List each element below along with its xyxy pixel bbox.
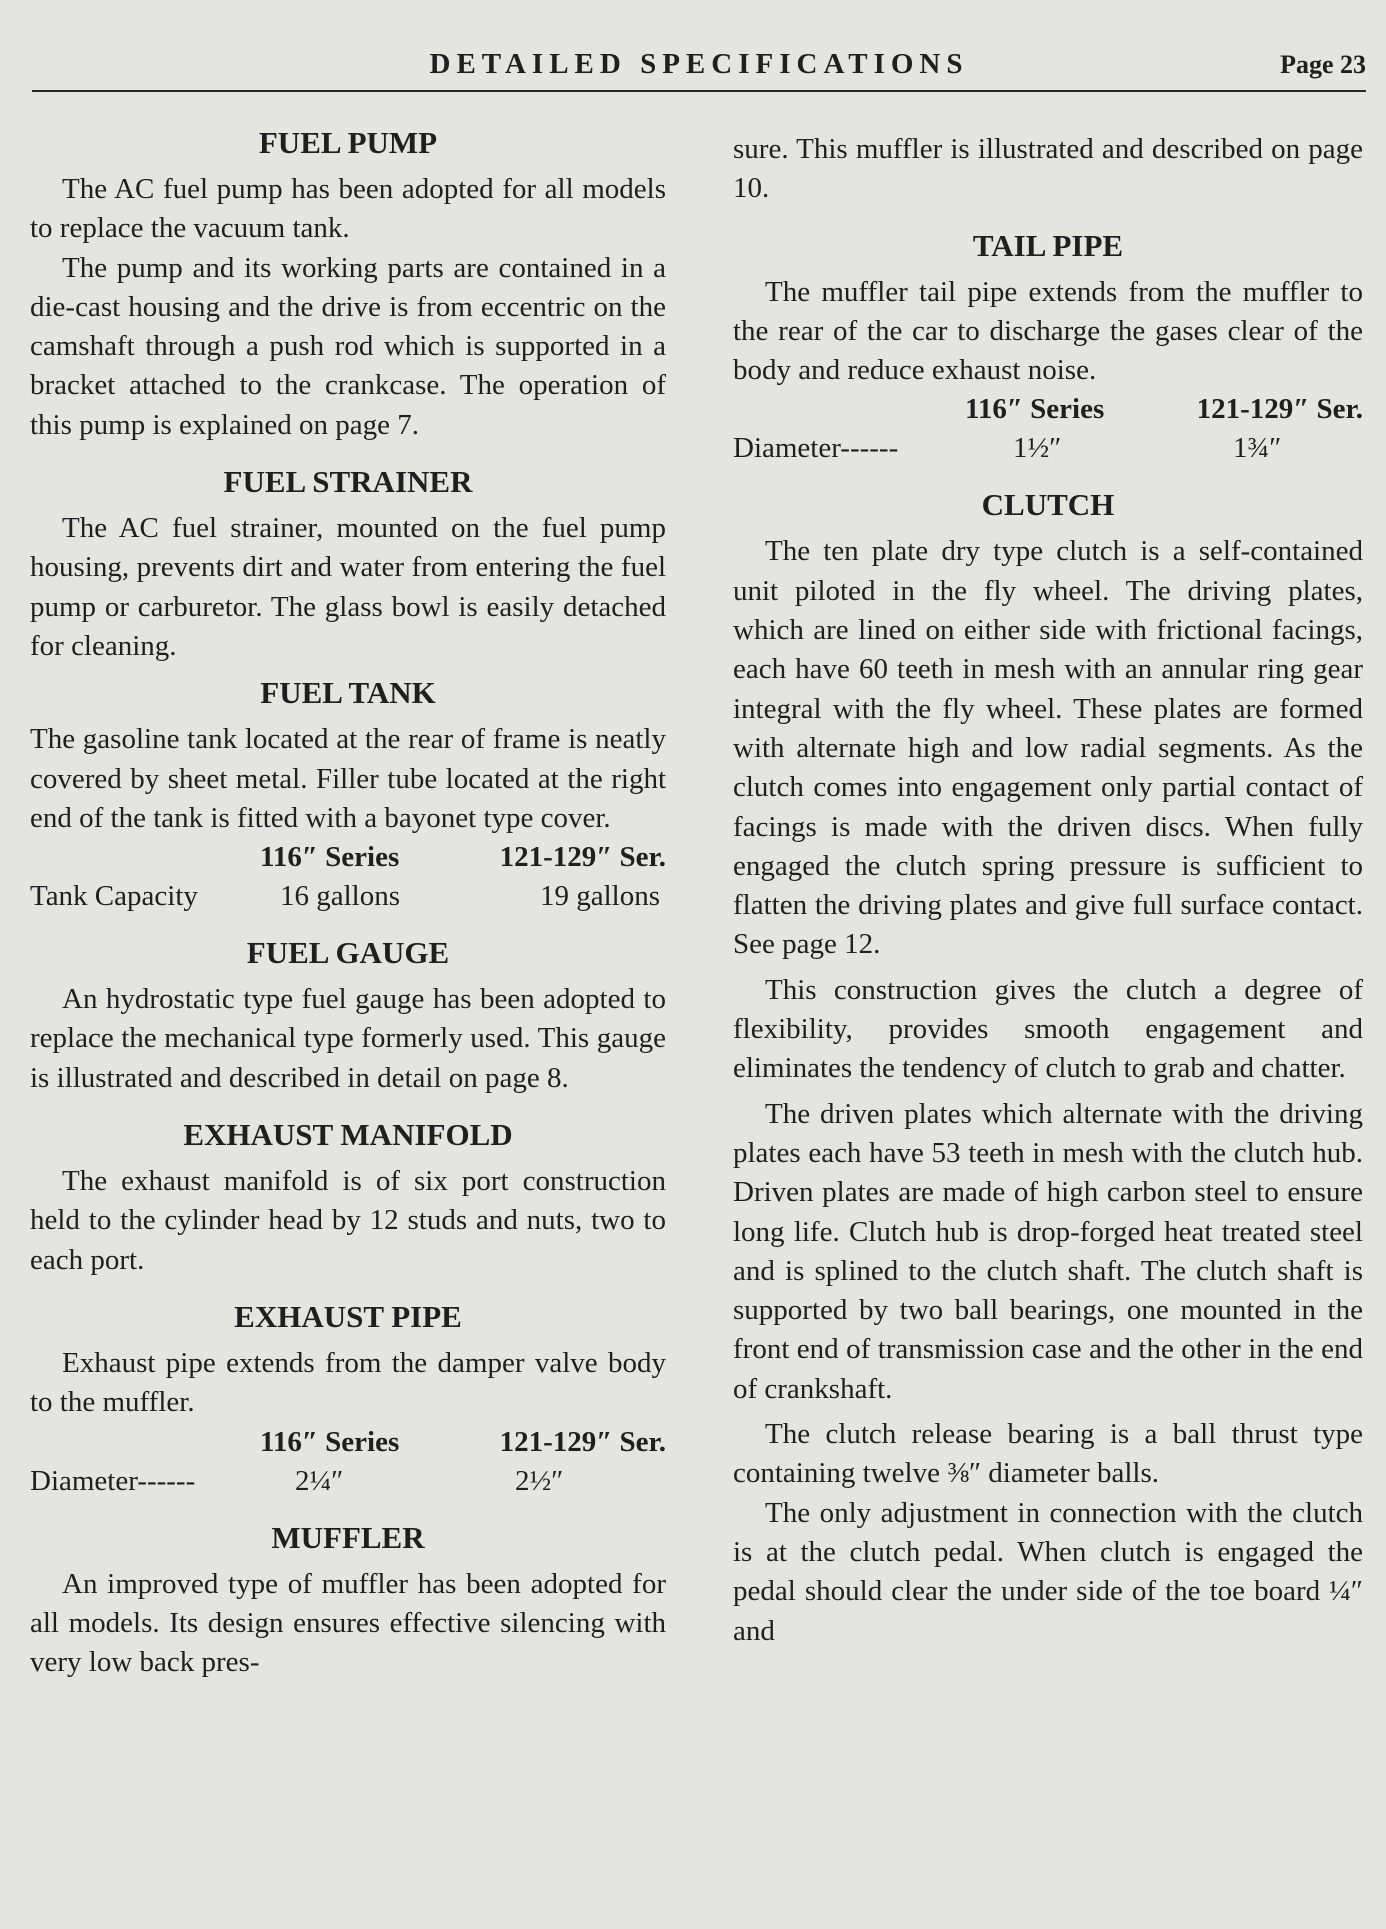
paragraph: An hydrostatic type fuel gauge has been adopted to replace the mechanical type formerly used. This gauge is illustrated and described in detail on page 8. <box>30 983 666 1094</box>
spec-col-121-129: 121-129″ Ser. <box>499 1425 666 1458</box>
page-header <box>32 44 1366 92</box>
right-column <box>733 130 1363 1669</box>
paragraph: An improved type of muffler has been adopted for all models. Its design ensures effective silencing with very low back pres- <box>30 1567 666 1679</box>
section-exhaust-manifold <box>30 1116 666 1280</box>
heading-fuel-gauge: FUEL GAUGE <box>246 935 450 971</box>
paragraph: The driven plates which alternate with the driving plates each have 53 teeth in mesh with the clutch hub. Driven plates are made of high carbon steel to ensure long life. Clutch hub is drop-forged heat treated steel and is splined to the clutch shaft. The clutch shaft is supported by two ball bearings, one mounted in the front end of transmission case and the other in the end of crankshaft. <box>733 1097 1363 1405</box>
heading-fuel-tank: FUEL TANK <box>260 675 436 711</box>
header-title: DETAILED SPECIFICATIONS <box>429 48 969 80</box>
paragraph: The muffler tail pipe extends from the muffler to the rear of the car to discharge the gases clear of the body and reduce exhaust noise. <box>733 275 1363 387</box>
heading-fuel-pump: FUEL PUMP <box>258 125 438 160</box>
heading-clutch: CLUTCH <box>981 487 1115 523</box>
section-muffler <box>30 1519 666 1683</box>
spec-table-row <box>733 429 1363 468</box>
paragraph: The gasoline tank located at the rear of frame is neatly covered by sheet metal. Filler tube located at the right end of the tank is fitted with a bayonet type cover. <box>30 723 666 834</box>
heading-fuel-strainer: FUEL STRAINER <box>223 464 473 500</box>
spec-table-header <box>733 390 1363 429</box>
spec-col-121-129: 121-129″ Ser. <box>499 841 666 874</box>
heading-tail-pipe: TAIL PIPE <box>972 227 1124 263</box>
spec-table-row <box>30 877 666 916</box>
section-clutch <box>733 486 1363 1650</box>
heading-exhaust-manifold: EXHAUST MANIFOLD <box>183 1117 513 1153</box>
paragraph: The pump and its working parts are contained in a die-cast housing and the drive is from eccentric on the camshaft through a push rod which is supported in a bracket attached to the crankcase. The operation of this pump is explained on page 7. <box>30 251 666 441</box>
spec-col-116: 116″ Series <box>260 1425 400 1458</box>
spec-row-label: Diameter------ <box>30 1464 196 1497</box>
section-exhaust-pipe <box>30 1298 666 1501</box>
paragraph: The ten plate dry type clutch is a self-contained unit piloted in the fly wheel. The driving plates, which are lined on either side with frictional facings, each have 60 teeth in mesh with an annular ring gear integral with the fly wheel. These plates are formed with alternate high and low radial segments. As the clutch comes into engagement only partial contact of facings is made with the driven discs. When fully engaged the clutch spring pressure is sufficient to flatten the driving plates and give full surface contact. See page 12. <box>733 535 1363 961</box>
paragraph: The AC fuel pump has been adopted for all models to replace the vacuum tank. <box>30 173 666 245</box>
spec-table-header <box>30 838 666 877</box>
spec-row-label: Diameter------ <box>733 432 899 465</box>
paragraph: Exhaust pipe extends from the damper valve body to the muffler. <box>30 1346 666 1419</box>
section-fuel-gauge <box>30 934 666 1098</box>
paragraph: The AC fuel strainer, mounted on the fuel pump housing, prevents dirt and water from entering the fuel pump or carburetor. The glass bowl is easily detached for cleaning. <box>30 512 666 662</box>
spec-col-116: 116″ Series <box>260 841 400 874</box>
section-muffler-continued <box>733 130 1363 209</box>
spec-table-header <box>30 1423 666 1462</box>
section-fuel-strainer <box>30 463 666 666</box>
spec-row-label: Tank Capacity <box>30 880 198 913</box>
paragraph: sure. This muffler is illustrated and described on page 10. <box>733 133 1363 205</box>
paragraph: This construction gives the clutch a degree of flexibility, provides smooth engagement and eliminates the tendency of clutch to grab and chatter. <box>733 973 1363 1085</box>
page-number: Page 23 <box>1280 50 1366 79</box>
spec-value: 1½″ <box>1013 432 1062 465</box>
heading-exhaust-pipe: EXHAUST PIPE <box>234 1298 462 1334</box>
section-tail-pipe <box>733 227 1363 469</box>
paragraph: The clutch release bearing is a ball thrust type containing twelve ⅜″ diameter balls. <box>733 1418 1363 1490</box>
spec-value: 2¼″ <box>295 1464 344 1497</box>
spec-value: 1¾″ <box>1233 432 1282 465</box>
heading-muffler: MUFFLER <box>271 1519 425 1555</box>
spec-col-116: 116″ Series <box>965 393 1105 426</box>
spec-value: 19 gallons <box>539 880 660 913</box>
section-fuel-pump <box>30 124 666 445</box>
paragraph: The only adjustment in connection with the clutch is at the clutch pedal. When clutch is engaged the pedal should clear the under side of the toe board ¼″ and <box>733 1496 1363 1647</box>
spec-table-row <box>30 1462 666 1501</box>
spec-value: 2½″ <box>515 1464 564 1497</box>
spec-value: 16 gallons <box>280 880 401 913</box>
paragraph: The exhaust manifold is of six port construction held to the cylinder head by 12 studs and nuts, two to each port. <box>30 1165 666 1276</box>
section-fuel-tank <box>30 674 666 916</box>
left-column <box>30 124 666 1700</box>
spec-col-121-129: 121-129″ Ser. <box>1196 393 1363 426</box>
